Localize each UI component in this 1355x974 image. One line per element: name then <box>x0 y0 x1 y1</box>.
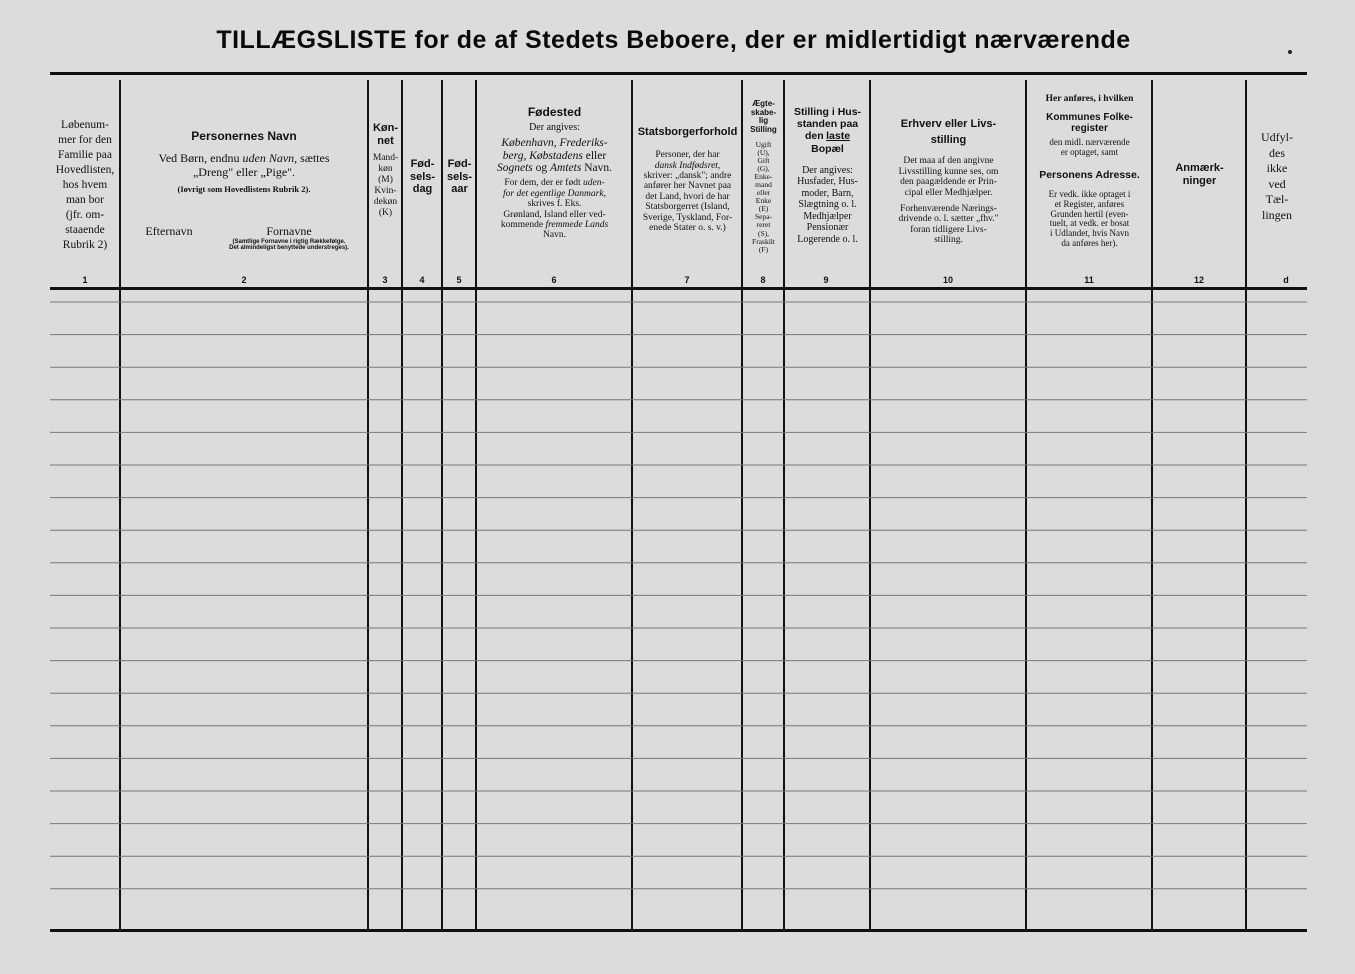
header-col-5: Fød- sels- aar <box>446 158 473 196</box>
col-number-9: 9 <box>823 275 829 285</box>
header-col-1: Løbenum- mer for den Familie paa Hovedlisten, hos hvem man bor (jfr. om- staaende Rubrik 2) <box>55 119 115 251</box>
col-number-1: 1 <box>82 275 88 285</box>
col-2-sub-efternavn: Efternavn <box>145 224 193 239</box>
row-lines <box>50 302 1307 889</box>
page-title: TILLÆGSLISTE for de af Stedets Beboere, der er midlertidigt nærværende <box>216 26 1131 54</box>
header-col-9: Stilling i Hus- standen paa den laste Bopæl Der angives: Husfader, Hus- moder, Barn, Slægtning o. l. Medhjælper Pensionær Logerende o. l. <box>793 106 862 245</box>
header-col-10: Erhverv eller Livs- stilling Det maa af den angivne Livsstilling kunne ses, om den paagældende er Prin- cipal eller Medhjælper. Forhenværende Nærings- drivende o. l. sætter „fhv." foran tidligere Livs- stilling. <box>898 118 999 246</box>
col-number-11: 11 <box>1084 275 1094 285</box>
col-number-12: 12 <box>1193 275 1204 285</box>
header-col-12: Anmærk- ninger <box>1175 162 1224 187</box>
header-col-6: Fødested Der angives: København, Frederiks- berg, Købstadens eller Sognets og Amtets Navn. For dem, der er født uden- for det egentlige Danmark, skrives f. Eks. Grønland, Island eller ved- kommende fremmede Lands Navn. <box>496 105 612 241</box>
col-number-8: 8 <box>760 275 766 285</box>
col-2-sub-fornavne: Fornavne <box>266 224 312 239</box>
header-col-4: Fød- sels- dag <box>409 158 436 196</box>
col-number-5: 5 <box>456 275 462 285</box>
col-number-10: 10 <box>942 275 953 285</box>
header-col-3: Køn- net Mand- køn (M) Kvin- dekøn (K) <box>372 122 399 218</box>
header-col-13: Udfyl- des ikke ved Tæl- lingen <box>1261 130 1293 222</box>
header-rule <box>50 287 1307 290</box>
col-number-2: 2 <box>241 275 247 285</box>
top-rule <box>50 72 1307 75</box>
bottom-rule <box>50 929 1307 932</box>
col-number-6: 6 <box>551 275 557 285</box>
header-col-2: Personernes Navn Ved Børn, endnu uden Navn, sættes „Dreng" eller „Pige". (Iøvrigt som Hovedlistens Rubrik 2). Efternavn Fornavne (Samtlige Fornavne i rigtig Rækkefølge. Det almindeligst benyttede understreges). <box>122 84 366 272</box>
header-col-8: Ægte- skabe- lig Stilling Ugift (U), Gift (G), Enke- mand eller Enke (E) Sepa- reret (S), Fraskilt (F) <box>750 99 777 254</box>
col-number-7: 7 <box>684 275 690 285</box>
col-2-heading: Personernes Navn <box>191 129 297 143</box>
header-col-7: Statsborgerforhold Personer, der har dansk Indfødsret, skriver: „dansk"; andre anfører her Navnet paa det Land, hvori de har Statsborgerret (Island, Sverige, Tyskland, For- enede Stater o. s. v.) <box>637 126 738 234</box>
col-number-4: 4 <box>419 275 425 285</box>
col-number-13: d <box>1283 275 1289 285</box>
header-col-11: Her anføres, i hvilken Kommunes Folke- register den midl. nærværende er optaget, samt Personens Adresse. Er vedk. ikke optaget i et Register, anføres Grunden hertil (even- tuelt, at vedk. er bosat i Udlandet, hvis Navn da anføres her). <box>1039 94 1140 249</box>
col-number-3: 3 <box>382 275 388 285</box>
